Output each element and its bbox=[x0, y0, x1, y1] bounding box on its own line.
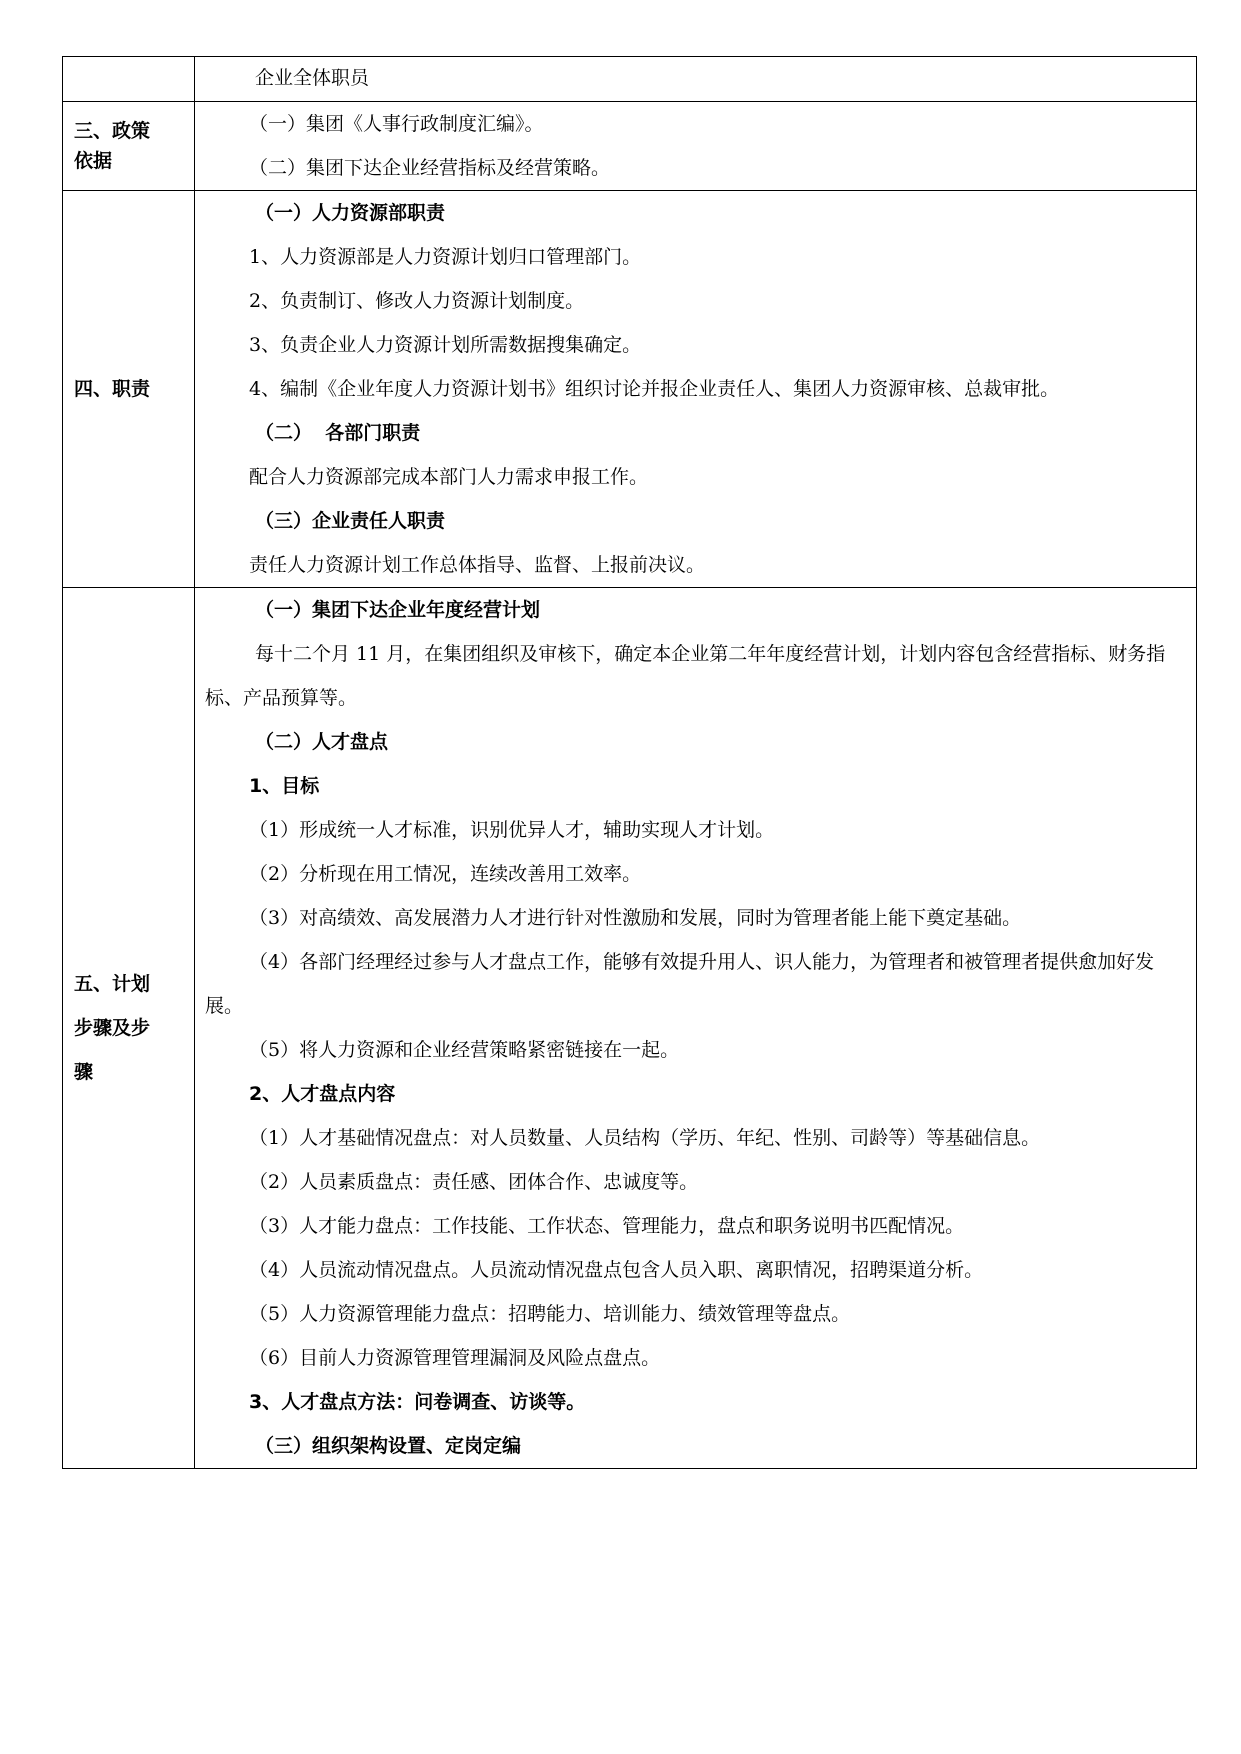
plan-goal-item: （3）对高绩效、高发展潜力人才进行针对性激励和发展，同时为管理者能上能下奠定基础。 bbox=[249, 907, 1022, 929]
duties-hr-item: 1、人力资源部是人力资源计划归口管理部门。 bbox=[249, 246, 642, 268]
row-label-policy bbox=[63, 102, 195, 191]
plan-sub-goals: 1、目标 bbox=[249, 775, 320, 797]
policy-label-line1: 三、政策 bbox=[74, 120, 151, 142]
duties-hr-item: 2、负责制订、修改人力资源计划制度。 bbox=[249, 290, 585, 312]
plan-label-line1: 五、计划 bbox=[74, 973, 151, 995]
policy-label-line2: 依据 bbox=[74, 150, 113, 172]
table-row-scope bbox=[63, 57, 1197, 102]
plan-heading-talent: （二）人才盘点 bbox=[255, 731, 389, 753]
plan-goal-item: （2）分析现在用工情况，连续改善用工效率。 bbox=[249, 863, 642, 885]
table-row-plan bbox=[63, 588, 1197, 1469]
row-label-plan bbox=[63, 588, 195, 1469]
scope-text: 企业全体职员 bbox=[255, 67, 370, 89]
duties-hr-item: 3、负责企业人力资源计划所需数据搜集确定。 bbox=[249, 334, 642, 356]
document-table bbox=[62, 56, 1197, 1469]
plan-business-text: 每十二个月 11 月，在集团组织及审核下，确定本企业第二年年度经营计划，计划内容包含经营指标、财务指标、产品预算等。 bbox=[205, 643, 1166, 709]
table-row-duties bbox=[63, 191, 1197, 588]
plan-goal-item: （1）形成统一人才标准，识别优异人才，辅助实现人才计划。 bbox=[249, 819, 775, 841]
plan-label-line2: 步骤及步 bbox=[74, 1017, 151, 1039]
plan-label-line3: 骤 bbox=[74, 1061, 94, 1083]
plan-content-item: （2）人员素质盘点：责任感、团体合作、忠诚度等。 bbox=[249, 1171, 699, 1193]
row-label-scope bbox=[63, 57, 195, 102]
policy-item: （一）集团《人事行政制度汇编》。 bbox=[249, 113, 544, 135]
plan-content-item: （6）目前人力资源管理管理漏洞及风险点盘点。 bbox=[249, 1347, 661, 1369]
plan-content-item: （5）人力资源管理能力盘点：招聘能力、培训能力、绩效管理等盘点。 bbox=[249, 1303, 851, 1325]
plan-heading-org: （三）组织架构设置、定岗定编 bbox=[255, 1435, 522, 1457]
plan-sub-methods: 3、人才盘点方法：问卷调查、访谈等。 bbox=[249, 1391, 586, 1413]
row-content-scope bbox=[195, 57, 1197, 102]
policy-item: （二）集团下达企业经营指标及经营策略。 bbox=[249, 157, 611, 179]
row-label-duties: 四、职责 bbox=[63, 191, 195, 588]
table-row-policy bbox=[63, 102, 1197, 191]
plan-content-item: （1）人才基础情况盘点：对人员数量、人员结构（学历、年纪、性别、司龄等）等基础信息。 bbox=[249, 1127, 1041, 1149]
plan-goal-item: （5）将人力资源和企业经营策略紧密链接在一起。 bbox=[249, 1039, 680, 1061]
duties-heading-hr: （一）人力资源部职责 bbox=[255, 202, 446, 224]
duties-owner-text: 责任人力资源计划工作总体指导、监督、上报前决议。 bbox=[249, 554, 706, 576]
duties-heading-dept: （二） 各部门职责 bbox=[255, 422, 421, 444]
plan-heading-business: （一）集团下达企业年度经营计划 bbox=[255, 599, 541, 621]
plan-content-item: （3）人才能力盘点：工作技能、工作状态、管理能力，盘点和职务说明书匹配情况。 bbox=[249, 1215, 965, 1237]
plan-content-item: （4）人员流动情况盘点。人员流动情况盘点包含人员入职、离职情况，招聘渠道分析。 bbox=[249, 1259, 984, 1281]
row-content-plan bbox=[195, 588, 1197, 1469]
duties-hr-item: 4、编制《企业年度人力资源计划书》组织讨论并报企业责任人、集团人力资源审核、总裁审批。 bbox=[249, 378, 1060, 400]
plan-goal-item: （4）各部门经理经过参与人才盘点工作，能够有效提升用人、识人能力，为管理者和被管理者提供愈加好发展。 bbox=[205, 951, 1155, 1017]
plan-sub-contents: 2、人才盘点内容 bbox=[249, 1083, 396, 1105]
row-content-duties bbox=[195, 191, 1197, 588]
duties-heading-owner: （三）企业责任人职责 bbox=[255, 510, 446, 532]
row-content-policy bbox=[195, 102, 1197, 191]
duties-dept-text: 配合人力资源部完成本部门人力需求申报工作。 bbox=[249, 466, 649, 488]
